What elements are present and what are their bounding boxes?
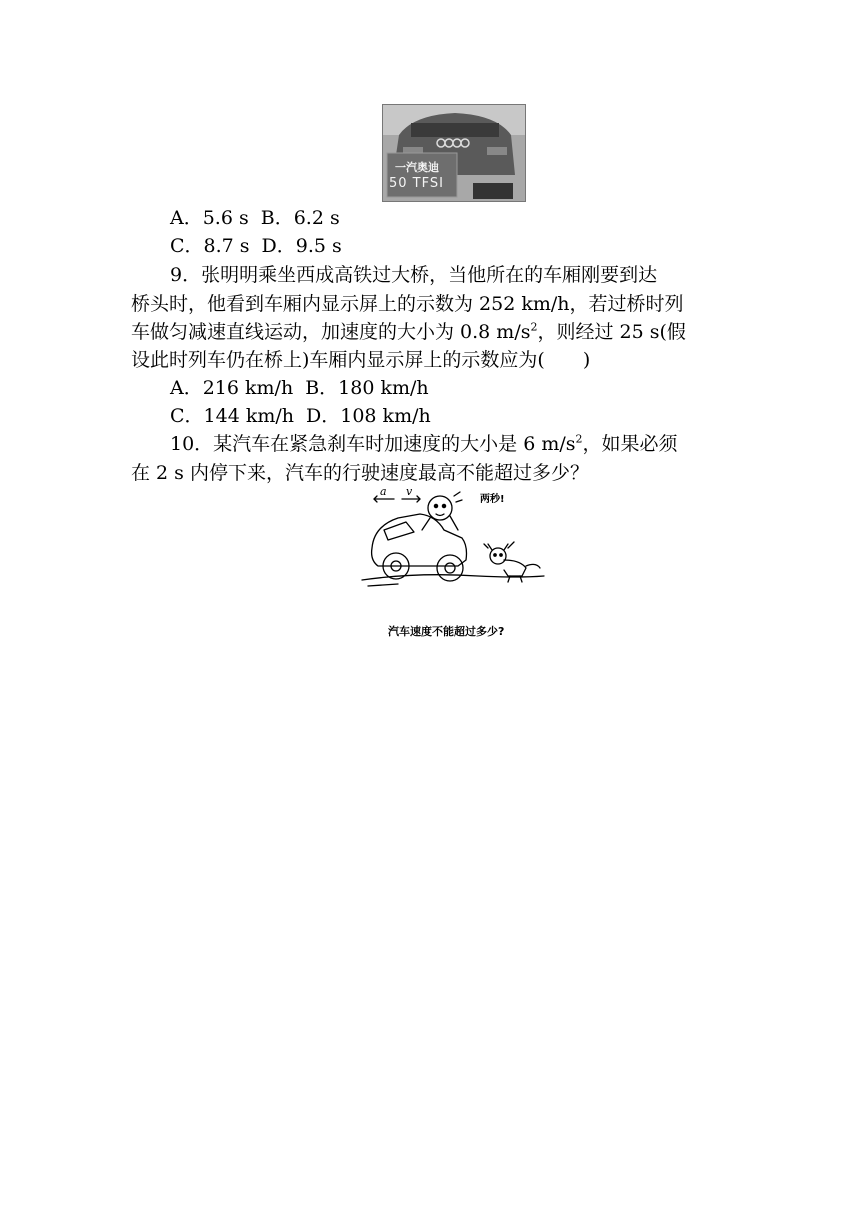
cartoon-speech: 两秒!	[480, 494, 505, 505]
q8-options-row1	[170, 204, 770, 232]
q10-line2: 在 2 s 内停下来，汽车的行驶速度最高不能超过多少？	[131, 462, 589, 484]
photo-sign-line1: 一汽奥迪	[395, 161, 439, 174]
q9-line1: 9．张明明乘坐西成高铁过大桥，当他所在的车厢刚要到达	[170, 264, 658, 286]
q9-option-c: C．144 km/h	[170, 405, 295, 427]
q9-options-row1	[170, 374, 770, 402]
q10-line1-pre: 10．某汽车在紧急刹车时加速度的大小是 6 m/s	[170, 433, 576, 455]
braking-car-cartoon	[358, 486, 548, 598]
q9-line3	[131, 318, 731, 346]
q9-option-a: A．216 km/h	[170, 377, 294, 399]
q9-line3-sup: 2	[530, 320, 538, 334]
q9-line4: 设此时列车仍在桥上)车厢内显示屏上的示数应为( )	[131, 349, 591, 371]
q8-option-d: D．9.5 s	[261, 235, 342, 257]
q8-option-c: C．8.7 s	[170, 235, 250, 257]
q9-line2: 桥头时，他看到车厢内显示屏上的示数为 252 km/h，若过桥时列	[131, 293, 684, 315]
cartoon-caption: 汽车速度不能超过多少?	[388, 625, 505, 638]
cartoon-label-v: v	[406, 485, 413, 498]
cartoon-graphic	[358, 486, 548, 598]
q8-option-a: A．5.6 s	[170, 207, 249, 229]
q9-line3-post: ，则经过 25 s(假	[537, 321, 686, 343]
cartoon-label-a: a	[380, 485, 387, 498]
photo-sign-line2: 50 TFSI	[389, 176, 444, 191]
q9-option-b: B．180 km/h	[305, 377, 429, 399]
q10-line1-post: ，如果必须	[582, 433, 678, 455]
q8-options-row2	[170, 232, 770, 260]
q9-line3-pre: 车做匀减速直线运动，加速度的大小为 0.8 m/s	[131, 321, 531, 343]
car-photo	[382, 104, 526, 202]
q10-line1	[170, 430, 770, 458]
q8-option-b: B．6.2 s	[260, 207, 340, 229]
q9-options-row2	[170, 402, 770, 430]
q9-option-d: D．108 km/h	[306, 405, 431, 427]
q10-line1-sup: 2	[575, 432, 583, 446]
